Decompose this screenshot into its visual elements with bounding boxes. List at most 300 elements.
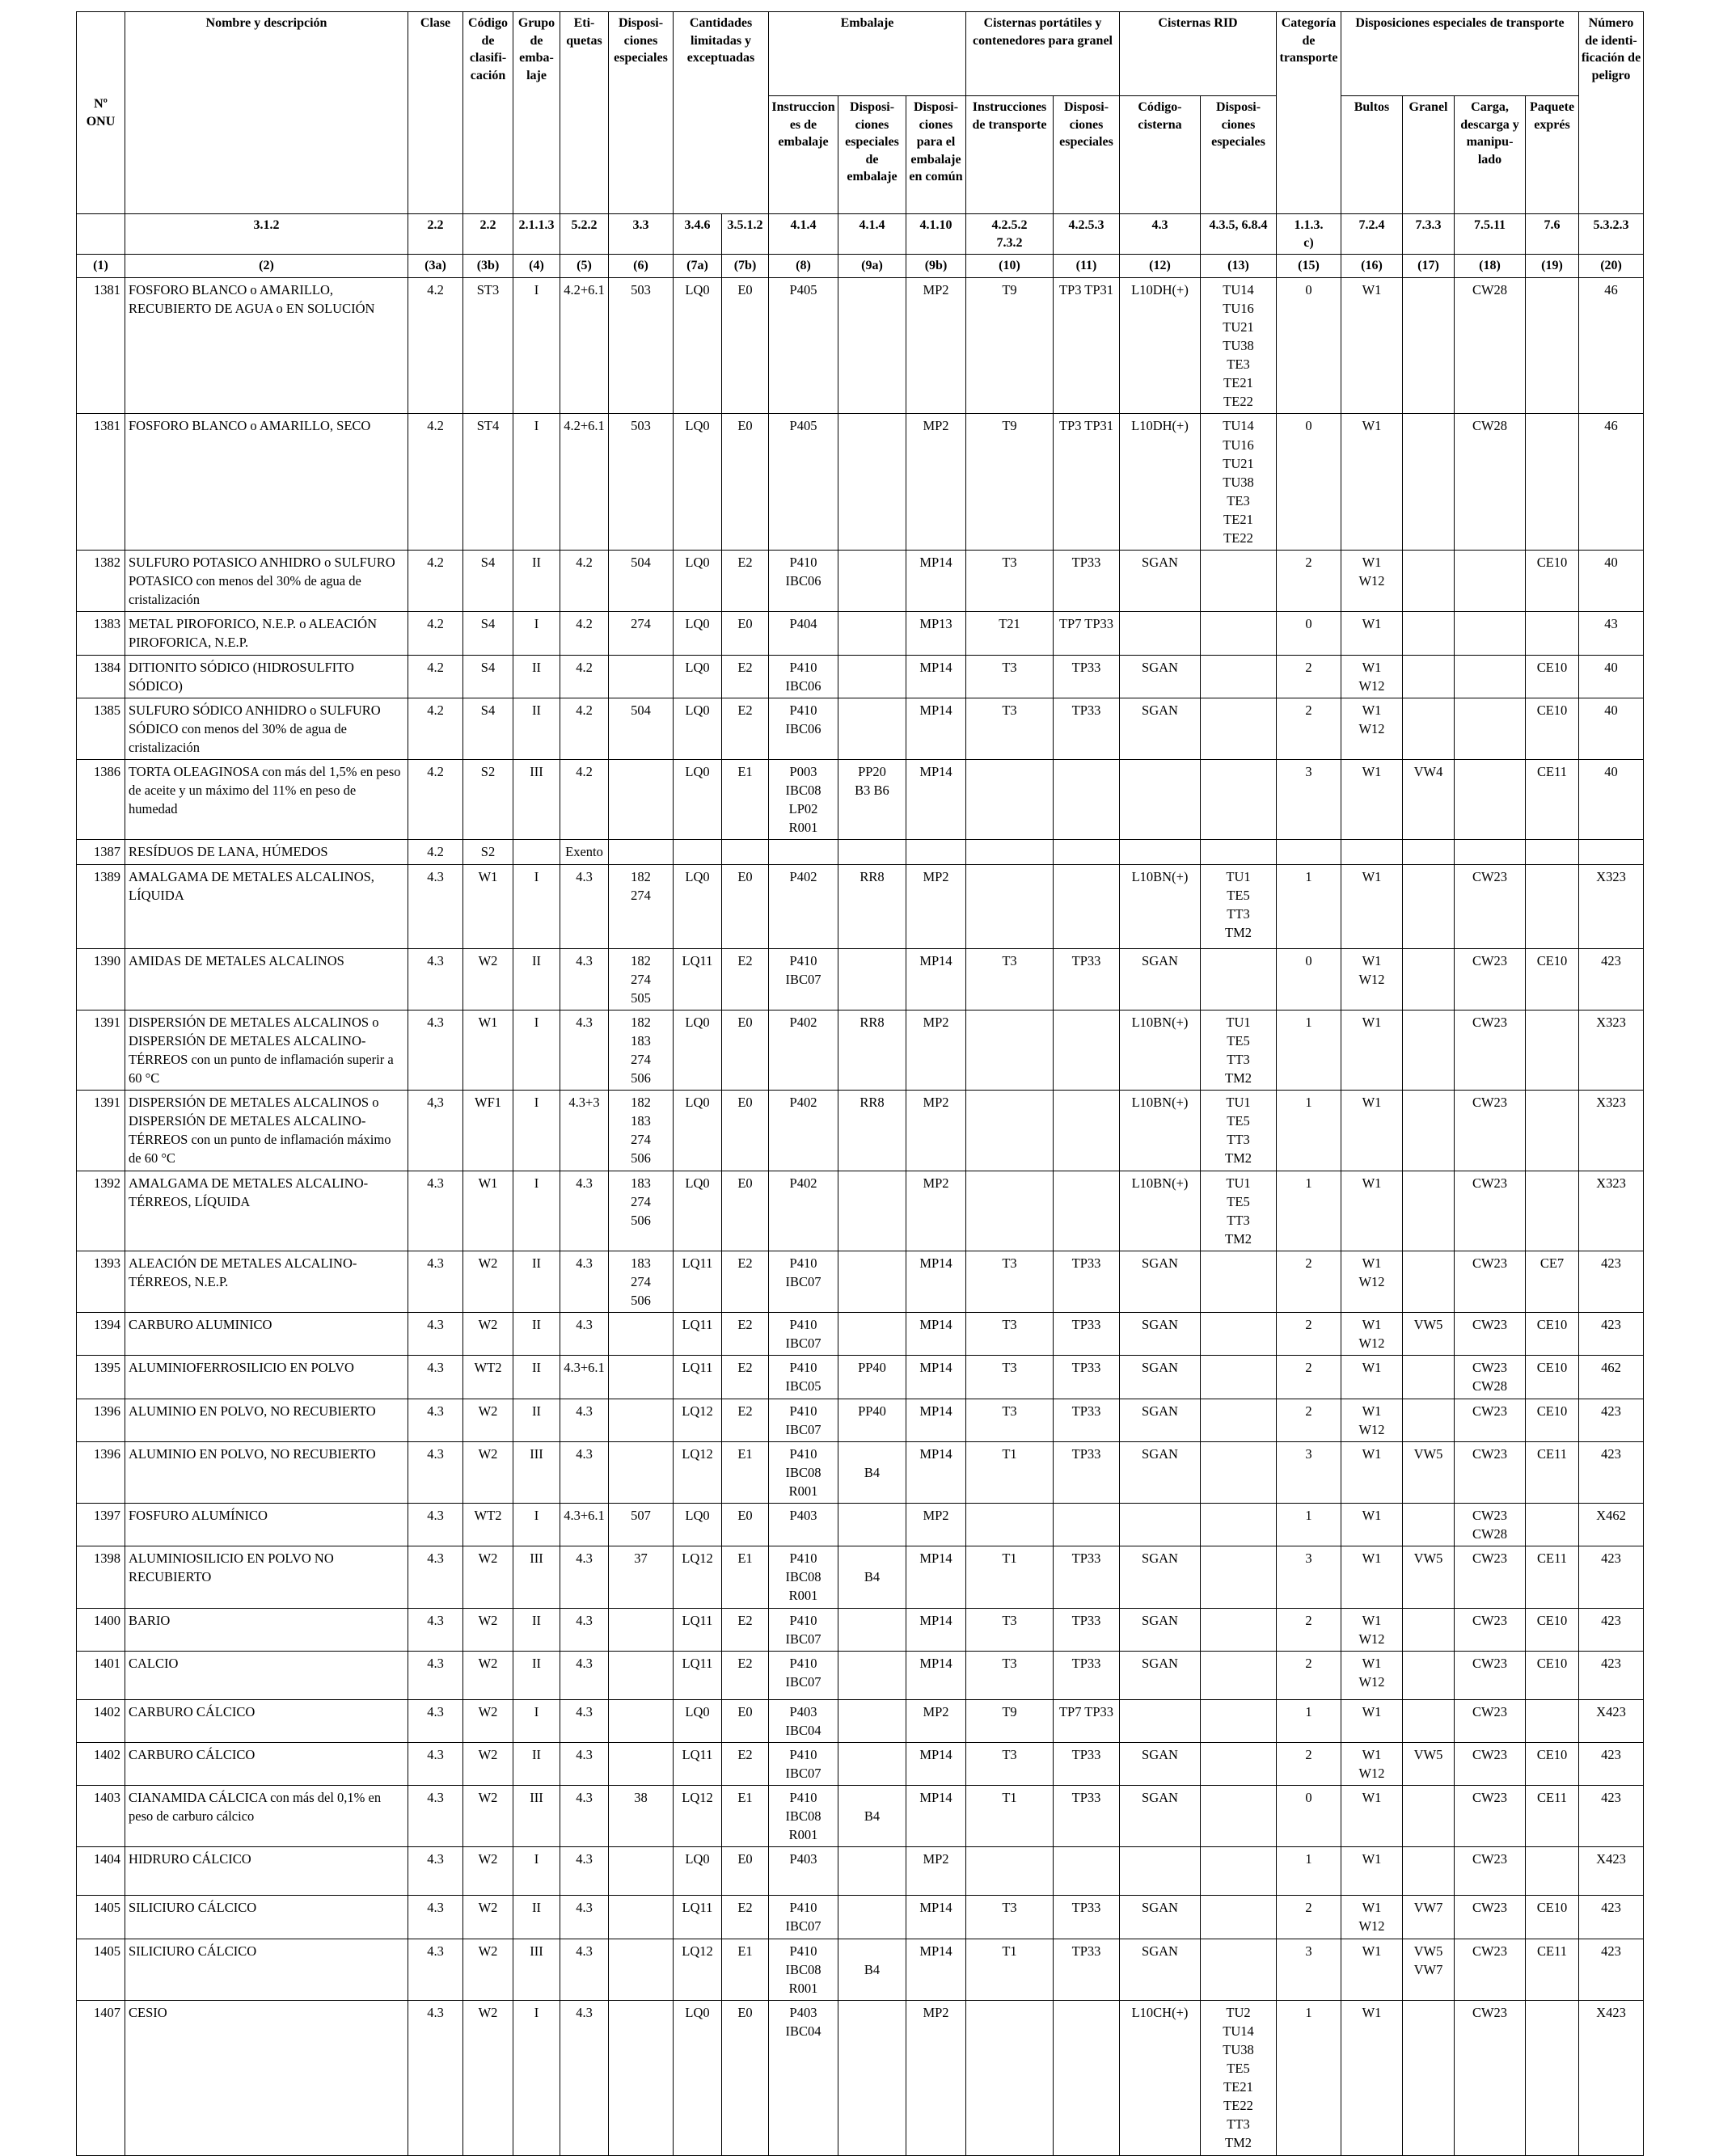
un-number-cell: 1400 [77,1608,125,1651]
table-row [77,277,1644,414]
value-cell [838,1608,906,1651]
value-cell [1120,612,1201,655]
value-cell: MP14 [906,1786,966,1847]
header-cp-instrucciones: Instrucciones de transporte [966,96,1054,214]
value-cell: T1 [966,1786,1054,1847]
value-cell: SGAN [1120,1441,1201,1503]
value-cell: WF1 [463,1091,513,1171]
value-cell: W2 [463,1742,513,1785]
value-cell: LQ12 [674,1786,722,1847]
value-cell [1455,840,1526,864]
value-cell [838,1699,906,1742]
value-cell [609,1742,674,1785]
value-cell: W1 W12 [1341,1313,1403,1356]
value-cell: 3 [1277,760,1341,840]
value-cell: P410 IBC08 R001 [769,1786,838,1847]
value-cell: TU1 TE5 TT3 TM2 [1201,1010,1277,1090]
value-cell: 38 [609,1786,674,1847]
value-cell: W1 [1341,1441,1403,1503]
column-number-cell: (17) [1403,255,1455,278]
value-cell: 4.3 [408,1939,463,2000]
column-number-cell: (4) [513,255,560,278]
value-cell [966,840,1054,864]
value-cell: W1 [1341,1847,1403,1896]
un-number-cell: 1391 [77,1010,125,1090]
ref-cell: 7.5.11 [1455,214,1526,255]
value-cell: TP33 [1054,551,1120,612]
value-cell: 2 [1277,655,1341,698]
un-number-cell: 1387 [77,840,125,864]
value-cell: 43 [1579,612,1644,655]
table-row [77,2000,1644,2155]
table-row [77,840,1644,864]
value-cell: T3 [966,698,1054,759]
name-description-cell: DISPERSIÓN DE METALES ALCALINOS o DISPERSIÓN DE METALES ALCALINO- TÉRREOS con un punto de inflamación máximo de 60 °C [125,1091,408,1171]
value-cell [838,1313,906,1356]
value-cell: L10DH(+) [1120,277,1201,414]
value-cell: 2 [1277,1896,1341,1939]
name-description-cell: DITIONITO SÓDICO (HIDROSULFITO SÓDICO) [125,655,408,698]
value-cell: TP33 [1054,1313,1120,1356]
value-cell: E2 [722,1313,769,1356]
value-cell: 503 [609,277,674,414]
value-cell [609,1651,674,1699]
ref-cell: 7.3.3 [1403,214,1455,255]
value-cell: CW23 [1455,1608,1526,1651]
value-cell: S4 [463,551,513,612]
value-cell [838,1651,906,1699]
value-cell: W1 W12 [1341,1608,1403,1651]
value-cell: I [513,1010,560,1090]
value-cell [609,655,674,698]
value-cell: E0 [722,277,769,414]
value-cell: W1 W12 [1341,1651,1403,1699]
value-cell: SGAN [1120,655,1201,698]
value-cell [1201,1742,1277,1785]
value-cell [1201,698,1277,759]
table-row [77,1546,1644,1608]
value-cell [1403,1786,1455,1847]
value-cell: CE11 [1526,1939,1579,2000]
value-cell: MP14 [906,698,966,759]
value-cell: 4.2 [560,655,609,698]
value-cell: 4.3+6.1 [560,1356,609,1399]
ref-cell: 4.2.5.3 [1054,214,1120,255]
value-cell: CW23 [1455,1699,1526,1742]
value-cell: CE10 [1526,1313,1579,1356]
value-cell: LQ11 [674,1896,722,1939]
value-cell [1403,698,1455,759]
value-cell: W1 [463,1171,513,1251]
value-cell: LQ0 [674,277,722,414]
value-cell: 4.2 [408,698,463,759]
value-cell: TP3 TP31 [1054,414,1120,551]
value-cell: T3 [966,1742,1054,1785]
value-cell: E2 [722,1399,769,1441]
value-cell: T9 [966,277,1054,414]
value-cell: RR8 [838,1010,906,1090]
table-row [77,1441,1644,1503]
value-cell: W1 W12 [1341,948,1403,1010]
name-description-cell: FOSFORO BLANCO o AMARILLO, SECO [125,414,408,551]
value-cell: W2 [463,1847,513,1896]
column-number-cell: (13) [1201,255,1277,278]
value-cell: S4 [463,698,513,759]
value-cell [1403,1504,1455,1546]
value-cell: 4.3 [560,1847,609,1896]
table-row [77,414,1644,551]
value-cell: MP2 [906,1504,966,1546]
value-cell: VW5 [1403,1313,1455,1356]
header-carga: Carga, descarga y manipu- lado [1455,96,1526,214]
value-cell: T9 [966,1699,1054,1742]
value-cell: I [513,414,560,551]
value-cell: 4.3 [560,864,609,948]
value-cell [838,277,906,414]
table-row [77,1608,1644,1651]
value-cell: MP14 [906,1546,966,1608]
value-cell: 4.2 [408,414,463,551]
table-row [77,612,1644,655]
value-cell: I [513,864,560,948]
ref-cell: 4.1.4 [838,214,906,255]
value-cell: LQ11 [674,1651,722,1699]
value-cell: CW23 [1455,1091,1526,1171]
value-cell: 423 [1579,1651,1644,1699]
value-cell: 423 [1579,1742,1644,1785]
value-cell: III [513,1939,560,2000]
value-cell [1455,551,1526,612]
value-cell [838,1504,906,1546]
value-cell: I [513,612,560,655]
header-rid-disposiciones: Disposi- ciones especiales [1201,96,1277,214]
value-cell: 4.3 [560,1699,609,1742]
value-cell: 4.3 [408,1441,463,1503]
value-cell: X462 [1579,1504,1644,1546]
value-cell: LQ0 [674,551,722,612]
value-cell: P410 IBC08 R001 [769,1546,838,1608]
column-number-row [77,255,1644,278]
value-cell: MP14 [906,1441,966,1503]
value-cell [1201,840,1277,864]
value-cell: 4.2+6.1 [560,414,609,551]
value-cell [1455,760,1526,840]
value-cell: P410 IBC07 [769,948,838,1010]
value-cell: 40 [1579,760,1644,840]
value-cell [966,1010,1054,1090]
un-number-cell: 1386 [77,760,125,840]
value-cell: CW23 CW28 [1455,1504,1526,1546]
header-emb-disposiciones: Disposi- ciones especiales de embalaje [838,96,906,214]
value-cell: TP33 [1054,1356,1120,1399]
un-number-cell: 1381 [77,277,125,414]
value-cell: 423 [1579,1546,1644,1608]
value-cell [1054,1091,1120,1171]
value-cell: T3 [966,1356,1054,1399]
value-cell: WT2 [463,1356,513,1399]
value-cell: III [513,1546,560,1608]
value-cell: 4.2 [408,760,463,840]
value-cell [1403,1699,1455,1742]
value-cell [1120,840,1201,864]
value-cell: CW23 [1455,1399,1526,1441]
value-cell: II [513,1651,560,1699]
table-row [77,1896,1644,1939]
un-number-cell: 1402 [77,1699,125,1742]
value-cell: CE10 [1526,655,1579,698]
value-cell: X323 [1579,1010,1644,1090]
value-cell: W2 [463,1699,513,1742]
value-cell: 182 274 [609,864,674,948]
value-cell [1526,864,1579,948]
value-cell [1403,948,1455,1010]
value-cell: E2 [722,948,769,1010]
value-cell: SGAN [1120,1546,1201,1608]
value-cell: W1 [1341,760,1403,840]
value-cell [1526,2000,1579,2155]
value-cell: W1 [1341,864,1403,948]
column-number-cell: (5) [560,255,609,278]
value-cell [1201,948,1277,1010]
value-cell: II [513,655,560,698]
value-cell [1403,1171,1455,1251]
value-cell: CE10 [1526,1399,1579,1441]
value-cell: LQ0 [674,414,722,551]
value-cell: MP14 [906,1251,966,1312]
value-cell: E0 [722,1699,769,1742]
header-numero-peligro: Número de identi- ficación de peligro [1579,12,1644,214]
value-cell: Exento [560,840,609,864]
value-cell [1455,612,1526,655]
value-cell: I [513,1171,560,1251]
value-cell [609,1939,674,2000]
value-cell: L10BN(+) [1120,1171,1201,1251]
value-cell: SGAN [1120,551,1201,612]
value-cell: 46 [1579,277,1644,414]
value-cell: B4 [838,1786,906,1847]
value-cell: RR8 [838,864,906,948]
value-cell: W2 [463,1786,513,1847]
value-cell: W1 W12 [1341,551,1403,612]
value-cell: P402 [769,864,838,948]
value-cell: L10DH(+) [1120,414,1201,551]
value-cell: E1 [722,760,769,840]
value-cell: CW23 [1455,1847,1526,1896]
un-number-cell: 1393 [77,1251,125,1312]
table-row [77,1313,1644,1356]
value-cell: E2 [722,698,769,759]
value-cell: 462 [1579,1356,1644,1399]
value-cell [1201,760,1277,840]
value-cell: MP2 [906,1699,966,1742]
value-cell: SGAN [1120,1356,1201,1399]
value-cell: LQ0 [674,1010,722,1090]
value-cell: W1 [1341,1546,1403,1608]
value-cell [906,840,966,864]
value-cell: 4.3 [560,1010,609,1090]
value-cell [609,2000,674,2155]
value-cell: X323 [1579,1171,1644,1251]
value-cell: LQ0 [674,655,722,698]
value-cell [1054,840,1120,864]
value-cell [609,1608,674,1651]
value-cell: MP14 [906,1313,966,1356]
value-cell: 423 [1579,1896,1644,1939]
name-description-cell: AMALGAMA DE METALES ALCALINO- TÉRREOS, LÍQUIDA [125,1171,408,1251]
value-cell: E2 [722,551,769,612]
value-cell: SGAN [1120,1896,1201,1939]
value-cell [966,2000,1054,2155]
ref-cell: 7.2.4 [1341,214,1403,255]
table-row [77,1651,1644,1699]
un-number-cell: 1395 [77,1356,125,1399]
value-cell: LQ0 [674,2000,722,2155]
name-description-cell: ALUMINIOFERROSILICIO EN POLVO [125,1356,408,1399]
value-cell: 4.3 [408,1742,463,1785]
value-cell: 4.3 [408,1010,463,1090]
value-cell: X423 [1579,1847,1644,1896]
header-name: Nombre y descripción [125,12,408,214]
value-cell [1403,612,1455,655]
value-cell [1201,551,1277,612]
value-cell [1403,414,1455,551]
value-cell: P410 IBC07 [769,1651,838,1699]
value-cell: LQ0 [674,1847,722,1896]
value-cell: 4.3 [560,1546,609,1608]
value-cell: 423 [1579,1313,1644,1356]
value-cell [1526,1091,1579,1171]
value-cell: MP14 [906,1356,966,1399]
value-cell: 2 [1277,1251,1341,1312]
value-cell: I [513,277,560,414]
value-cell: T3 [966,1399,1054,1441]
value-cell: 4.3 [560,1313,609,1356]
value-cell: T3 [966,948,1054,1010]
value-cell: LQ11 [674,1608,722,1651]
value-cell: 4.3 [560,1608,609,1651]
value-cell: W1 [1341,1171,1403,1251]
name-description-cell: CARBURO CÁLCICO [125,1742,408,1785]
value-cell: S2 [463,840,513,864]
value-cell: SGAN [1120,1939,1201,2000]
header-clase: Clase [408,12,463,214]
value-cell: W2 [463,1896,513,1939]
value-cell: L10CH(+) [1120,2000,1201,2155]
value-cell: CE10 [1526,1896,1579,1939]
value-cell [1526,414,1579,551]
value-cell: CW23 [1455,2000,1526,2155]
value-cell: E2 [722,1356,769,1399]
un-number-cell: 1385 [77,698,125,759]
ref-cell: 3.5.1.2 [722,214,769,255]
value-cell: E0 [722,1847,769,1896]
value-cell: II [513,1399,560,1441]
column-number-cell: (7a) [674,255,722,278]
value-cell: SGAN [1120,698,1201,759]
value-cell: MP14 [906,948,966,1010]
un-number-cell: 1407 [77,2000,125,2155]
value-cell: 2 [1277,1651,1341,1699]
value-cell: 4.3 [408,1399,463,1441]
value-cell [1403,2000,1455,2155]
header-etiquetas: Eti- quetas [560,12,609,214]
value-cell: LQ0 [674,612,722,655]
value-cell: CE10 [1526,948,1579,1010]
value-cell: LQ12 [674,1546,722,1608]
ref-cell: 5.3.2.3 [1579,214,1644,255]
value-cell: 2 [1277,1356,1341,1399]
value-cell [769,840,838,864]
ref-cell: 7.6 [1526,214,1579,255]
value-cell [1201,1251,1277,1312]
value-cell: 0 [1277,948,1341,1010]
value-cell: P410 IBC07 [769,1399,838,1441]
value-cell: W1 [463,1010,513,1090]
value-cell: L10BN(+) [1120,864,1201,948]
value-cell [1526,1699,1579,1742]
value-cell [1526,1504,1579,1546]
value-cell: 423 [1579,1939,1644,2000]
value-cell [838,551,906,612]
value-cell: LQ0 [674,864,722,948]
value-cell: VW5 VW7 [1403,1939,1455,2000]
value-cell: CW23 [1455,1939,1526,2000]
value-cell: III [513,1786,560,1847]
value-cell: 4.3 [408,1786,463,1847]
value-cell: PP40 [838,1399,906,1441]
value-cell: E2 [722,1251,769,1312]
header-row-1 [77,12,1644,96]
value-cell: X323 [1579,1091,1644,1171]
value-cell: P410 IBC06 [769,551,838,612]
ref-cell: 1.1.3. c) [1277,214,1341,255]
value-cell: E1 [722,1546,769,1608]
value-cell [838,2000,906,2155]
value-cell: 4.3 [408,1699,463,1742]
value-cell: MP2 [906,1010,966,1090]
value-cell: T3 [966,1251,1054,1312]
value-cell: P403 [769,1504,838,1546]
value-cell: SGAN [1120,1399,1201,1441]
value-cell [838,1896,906,1939]
value-cell: VW5 [1403,1742,1455,1785]
value-cell [1201,655,1277,698]
ref-cell: 4.2.5.2 7.3.2 [966,214,1054,255]
value-cell: P410 IBC07 [769,1251,838,1312]
value-cell: 4.3 [560,1441,609,1503]
value-cell: W2 [463,1651,513,1699]
ref-cell: 5.2.2 [560,214,609,255]
value-cell: 4.3 [408,948,463,1010]
value-cell: 0 [1277,414,1341,551]
header-granel: Granel [1403,96,1455,214]
value-cell: CW23 [1455,1546,1526,1608]
value-cell: CW23 [1455,1171,1526,1251]
ref-cell: 3.3 [609,214,674,255]
column-number-cell: (3b) [463,255,513,278]
value-cell: ST4 [463,414,513,551]
header-cantidades: Cantidades limitadas y exceptuadas [674,12,769,214]
value-cell: CW28 [1455,277,1526,414]
value-cell: I [513,1699,560,1742]
value-cell: 182 274 505 [609,948,674,1010]
value-cell [609,840,674,864]
value-cell: SGAN [1120,1786,1201,1847]
value-cell [513,840,560,864]
value-cell: CW23 [1455,1251,1526,1312]
value-cell: 4.3 [560,1939,609,2000]
value-cell [1201,1441,1277,1503]
